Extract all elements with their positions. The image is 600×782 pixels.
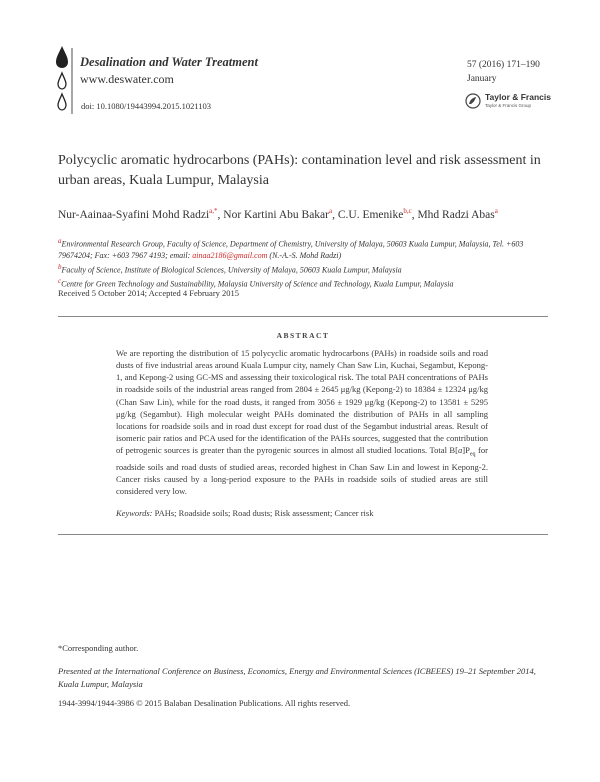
author-affiliation-marker[interactable]: b,c — [403, 207, 412, 215]
abstract-text-part: We are reporting the distribution of 15 polycyclic aromatic hydrocarbons (PAHs) in roadside soils and road dusts of five industrial areas around Kuala Lumpur city, namely Chan Saw Lin, Kuchai, Segambut, Kepong-1, and Kepong-2 using GC-MS and assessing their toxicological risk. The total PAH concentrations of PAHs in roadside soils of the industrial areas ranged from 2804 ± 2645 μg/kg (Kepong-2) to 18384 ± 12324 μg/kg (Chan Saw Lin), while for the road dusts, it ranged from 3056 ± 1929 μg/kg (Kepong-2) to 13581 ± 5295 μg/kg (Segambut). High molecular weight PAHs dominated the distribution of PAHs in all sampling locations for roadside soils and in road dust except for road dust of the Segambut industrial areas. Result of isomeric pair ratios and PCA used for the identification of the PAHs sources, suggested that the contribution of petrogenic sources is greater than the pyrogenic sources in almost all studied locations. Total B[ — [116, 348, 488, 456]
doi[interactable]: doi: 10.1080/19443994.2015.1021103 — [81, 101, 212, 111]
abstract-subscript: eq — [469, 451, 476, 458]
divider — [58, 534, 548, 535]
conference-note: Presented at the International Conference on Business, Economics, Energy and Environmental Sciences (ICBEEES) 19–21 September 2014, Kuala Lumpur, Malaysia — [58, 666, 536, 689]
received-dates: Received 5 October 2014; Accepted 4 February 2015 — [58, 288, 240, 298]
affiliation-a-text: Environmental Research Group, Faculty of Science, Department of Chemistry, University of Malaya, 50603 Kuala Lumpur, Malaysia, Tel. +603 79674204; Fax: +603 7967 4193; email: — [58, 239, 524, 261]
volume-info-block — [467, 58, 540, 86]
author-name: Mhd Radzi Abas — [417, 208, 495, 221]
issue-month: January — [467, 74, 497, 84]
author-name: Nor Kartini Abu Bakar — [223, 208, 329, 221]
publisher-emblem-icon — [465, 93, 481, 109]
publisher-name: Taylor & Francis — [485, 92, 551, 102]
abstract-text — [116, 347, 488, 498]
abstract-text-part: ]P — [462, 445, 470, 456]
corresponding-author-note: *Corresponding author. — [58, 643, 139, 653]
copyright: 1944-3994/1944-3986 © 2015 Balaban Desalination Publications. All rights reserved. — [58, 698, 351, 708]
publisher-logo — [465, 91, 555, 111]
email-link[interactable]: ainaa2186@gmail.com — [192, 251, 268, 261]
author-affiliation-marker[interactable]: a — [328, 207, 333, 215]
affiliation-c-text: Centre for Green Technology and Sustainability, Malaysia University of Science and Technology, Kuala Lumpur, Malaysia — [61, 279, 454, 289]
author-name: C.U. Emenike — [337, 208, 404, 221]
keywords-list: PAHs; Roadside soils; Road dusts; Risk assessment; Cancer risk — [154, 508, 374, 518]
author-list: Nur-Aainaa-Syafini Mohd Radzi$^{a,*}$, Nor Kartini Abu Bakar$^a$, C.U. Emenike$^{b,c}$, Mhd Radzi Abas$^a$ — [58, 207, 498, 221]
affiliations — [58, 236, 548, 290]
keywords-label: Keywords: — [116, 508, 153, 518]
affiliation-a-note: (N.-A.-S. Mohd Radzi) — [269, 251, 342, 261]
affiliation-b-text: Faculty of Science, Institute of Biological Sciences, University of Malaya, 50603 Kuala Lumpur, Malaysia — [61, 265, 402, 275]
affiliation-label: b — [58, 262, 62, 271]
journal-website-link[interactable]: www.deswater.com — [80, 72, 174, 86]
abstract-text-part: for roadside soils and road dusts of studied areas, recorded highest in Chan Saw Lin and lowest in Kepong-2. Cancer risks caused by a long-period exposure to the PAHs in roadside soils of studied areas are still considered very low. — [116, 445, 488, 497]
divider — [58, 316, 548, 317]
author-affiliation-marker[interactable]: a — [494, 207, 498, 215]
affiliation-a — [58, 236, 548, 262]
affiliation-label: a — [58, 237, 62, 245]
affiliation-label: c — [58, 277, 62, 286]
article-title: Polycyclic aromatic hydrocarbons (PAHs): contamination level and risk assessment in urban areas, Kuala Lumpur, Malaysia — [58, 153, 541, 188]
affiliation-b — [58, 262, 548, 276]
abstract-heading: ABSTRACT — [276, 331, 330, 340]
author-name: Nur-Aainaa-Syafini Mohd Radzi — [58, 208, 210, 221]
journal-logo-icon — [56, 44, 76, 116]
volume-info: 57 (2016) 171–190 — [467, 60, 540, 70]
author-affiliation-marker[interactable]: a,* — [209, 207, 218, 215]
abstract-italic-a: a — [457, 445, 463, 456]
publisher-group: Taylor & Francis Group — [485, 103, 532, 108]
journal-title: Desalination and Water Treatment — [80, 55, 258, 69]
keywords — [116, 508, 496, 518]
